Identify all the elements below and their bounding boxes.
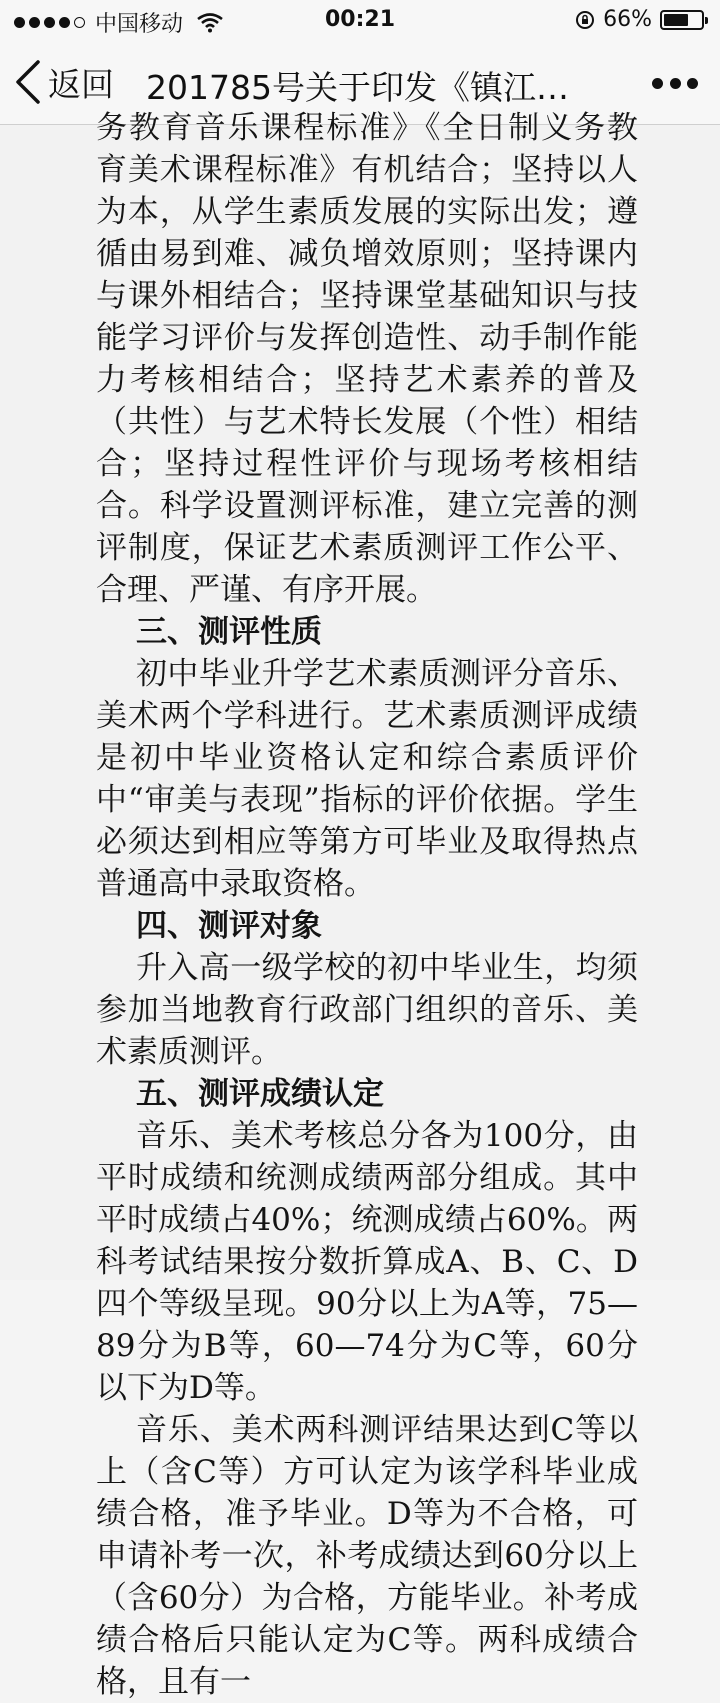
- chevron-left-icon: [12, 59, 42, 105]
- status-time: 00:21: [324, 7, 396, 32]
- back-label: 返回: [48, 64, 114, 104]
- rotation-lock-icon: [575, 10, 595, 30]
- section-heading-subjects: 四、测评对象: [136, 908, 322, 944]
- status-bar: [0, 0, 720, 40]
- more-options-button[interactable]: [652, 68, 698, 98]
- more-dot-icon: [670, 78, 681, 89]
- section-heading-nature: 三、测评性质: [136, 614, 322, 650]
- paragraph-subjects: 升入高一级学校的初中毕业生，均须参加当地教育行政部门组织的音乐、美术素质测评。: [96, 950, 638, 1070]
- paragraph-nature: 初中毕业升学艺术素质测评分音乐、美术两个学科进行。艺术素质测评成绩是初中毕业资格认定和综合素质评价中“审美与表现”指标的评价依据。学生必须达到相应等第方可毕业及取得热点普通高中录取资格。: [96, 656, 638, 902]
- paragraph-principles: 务教育音乐课程标准》《全日制义务教育美术课程标准》有机结合；坚持以人为本，从学生素质发展的实际出发；遵循由易到难、减负增效原则；坚持课内与课外相结合；坚持课堂基础知识与技能学习评价与发挥创造性、动手制作能力考核相结合；坚持艺术素养的普及（共性）与艺术特长发展（个性）相结合；坚持过程性评价与现场考核相结合。科学设置测评标准，建立完善的测评制度，保证艺术素质测评工作公平、合理、严谨、有序开展。: [96, 110, 638, 608]
- page-title: 201785号关于印发《镇江…: [146, 68, 569, 107]
- paragraph-scoring: 音乐、美术考核总分各为100分，由平时成绩和统测成绩两部分组成。其中平时成绩占40%；统测成绩占60%。两科考试结果按分数折算成A、B、C、D四个等级呈现。90分以上为A等，75—89分为B等，60—74分为C等，60分以下为D等。: [96, 1118, 638, 1406]
- status-right-group: [575, 7, 704, 32]
- more-dot-icon: [652, 78, 663, 89]
- more-dot-icon: [687, 78, 698, 89]
- battery-icon: [660, 10, 704, 30]
- document-text: [96, 107, 638, 1703]
- back-button[interactable]: [12, 54, 114, 110]
- section-heading-scoring: 五、测评成绩认定: [136, 1076, 384, 1112]
- battery-percent: 66%: [603, 7, 652, 32]
- paragraph-pass-criteria: 音乐、美术两科测评结果达到C等以上（含C等）方可认定为该学科毕业成绩合格，准予毕业。D等为不合格，可申请补考一次，补考成绩达到60分以上（含60分）为合格，方能毕业。补考成绩合格后只能认定为C等。两科成绩合格，且有一: [96, 1412, 638, 1700]
- document-viewer[interactable]: [0, 110, 720, 1700]
- carrier-label: 中国移动: [95, 12, 184, 37]
